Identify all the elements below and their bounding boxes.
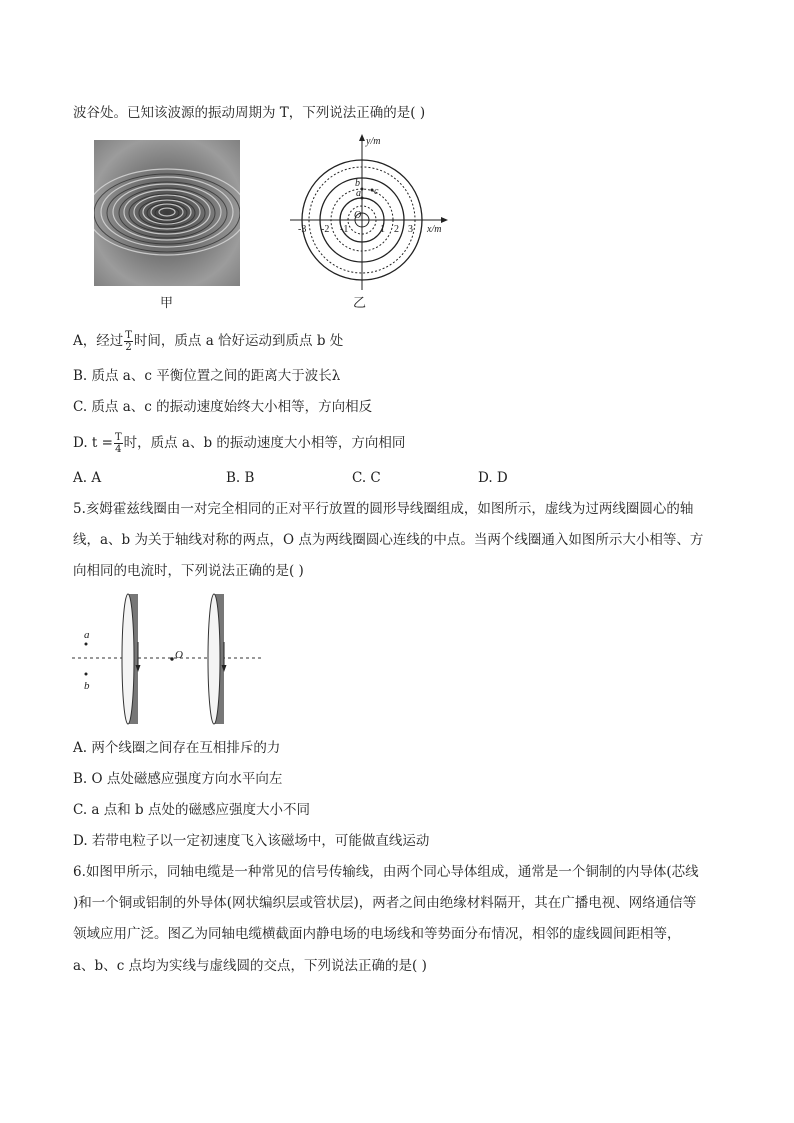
tick-neg2: -2 <box>321 224 330 235</box>
q4-option-d: D. t = $\frac{T}{4}$ 时，质点 a、b 的振动速度大小相等，方向相同 <box>73 432 406 455</box>
tick-3: 3 <box>408 224 413 235</box>
point-o-label: O <box>175 649 183 661</box>
y-axis-label: y/m <box>366 136 381 147</box>
tick-1: 1 <box>380 224 385 235</box>
q5-option-c: C. a 点和 b 点处的磁感应强度大小不同 <box>73 802 310 818</box>
tick-neg3: -3 <box>298 224 307 235</box>
point-a-label: a <box>84 629 90 641</box>
origin-label: O <box>354 210 362 221</box>
q6-line-2: )和一个铜或铝制的外导体(网状编织层或管状层)，两者之间由绝缘材料隔开，其在广播电视、网络通信等 <box>73 895 697 911</box>
water-wave-photo <box>94 140 240 286</box>
q4-option-c: C. 质点 a、c 的振动速度始终大小相等，方向相反 <box>73 399 373 415</box>
x-axis-label: x/m <box>427 224 442 235</box>
q4-option-b: B. 质点 a、c 平衡位置之间的距离大于波长λ <box>73 368 341 384</box>
point-b-label: b <box>84 680 90 692</box>
point-b-label: b <box>355 178 360 189</box>
q5-line-3: 向相同的电流时，下列说法正确的是( ) <box>73 563 304 579</box>
choice-b[interactable]: B. B <box>226 470 255 486</box>
q5-option-b: B. O 点处磁感应强度方向水平向左 <box>73 771 283 787</box>
q5-line-2: 线，a、b 为关于轴线对称的两点，O 点为两线圈圆心连线的中点。当两个线圈通入如图所示大小相等、方 <box>73 532 704 548</box>
q4-intro: 波谷处。已知该波源的振动周期为 T，下列说法正确的是( ) <box>73 105 426 121</box>
point-c-label: c <box>374 186 379 197</box>
choice-a[interactable]: A. A <box>73 470 102 486</box>
q4-option-a: A，经过 $\frac{T}{2}$ 时间，质点 a 恰好运动到质点 b 处 <box>73 330 344 353</box>
q5-line-1: 5.亥姆霍兹线圈由一对完全相同的正对平行放置的圆形导线圈组成，如图所示，虚线为过两线圈圆心的轴 <box>73 501 694 517</box>
tick-2: 2 <box>394 224 399 235</box>
choice-d[interactable]: D. D <box>478 470 508 486</box>
figure-a-caption: 甲 <box>160 296 174 311</box>
q6-line-1: 6.如图甲所示，同轴电缆是一种常见的信号传输线，由两个同心导体组成，通常是一个铜制的内导体(芯线 <box>73 864 699 880</box>
wave-circle-diagram <box>290 132 450 292</box>
fraction-t-over-2: $\frac{T}{2}$ <box>125 330 132 353</box>
fraction-t-over-4: $\frac{T}{4}$ <box>114 432 122 455</box>
q6-line-4: a、b、c 点均为实线与虚线圆的交点，下列说法正确的是( ) <box>73 958 427 974</box>
helmholtz-coil-diagram <box>72 590 262 730</box>
q5-option-a: A. 两个线圈之间存在互相排斥的力 <box>73 740 281 756</box>
tick-neg1: -1 <box>340 224 349 235</box>
figure-b-caption: 乙 <box>353 296 367 311</box>
q6-line-3: 领域应用广泛。图乙为同轴电缆横截面内静电场的电场线和等势面分布情况，相邻的虚线圆间距相等， <box>73 926 681 942</box>
point-a-label: a <box>356 188 361 199</box>
choice-c[interactable]: C. C <box>352 470 381 486</box>
q5-option-d: D. 若带电粒子以一定初速度飞入该磁场中，可能做直线运动 <box>73 833 430 849</box>
